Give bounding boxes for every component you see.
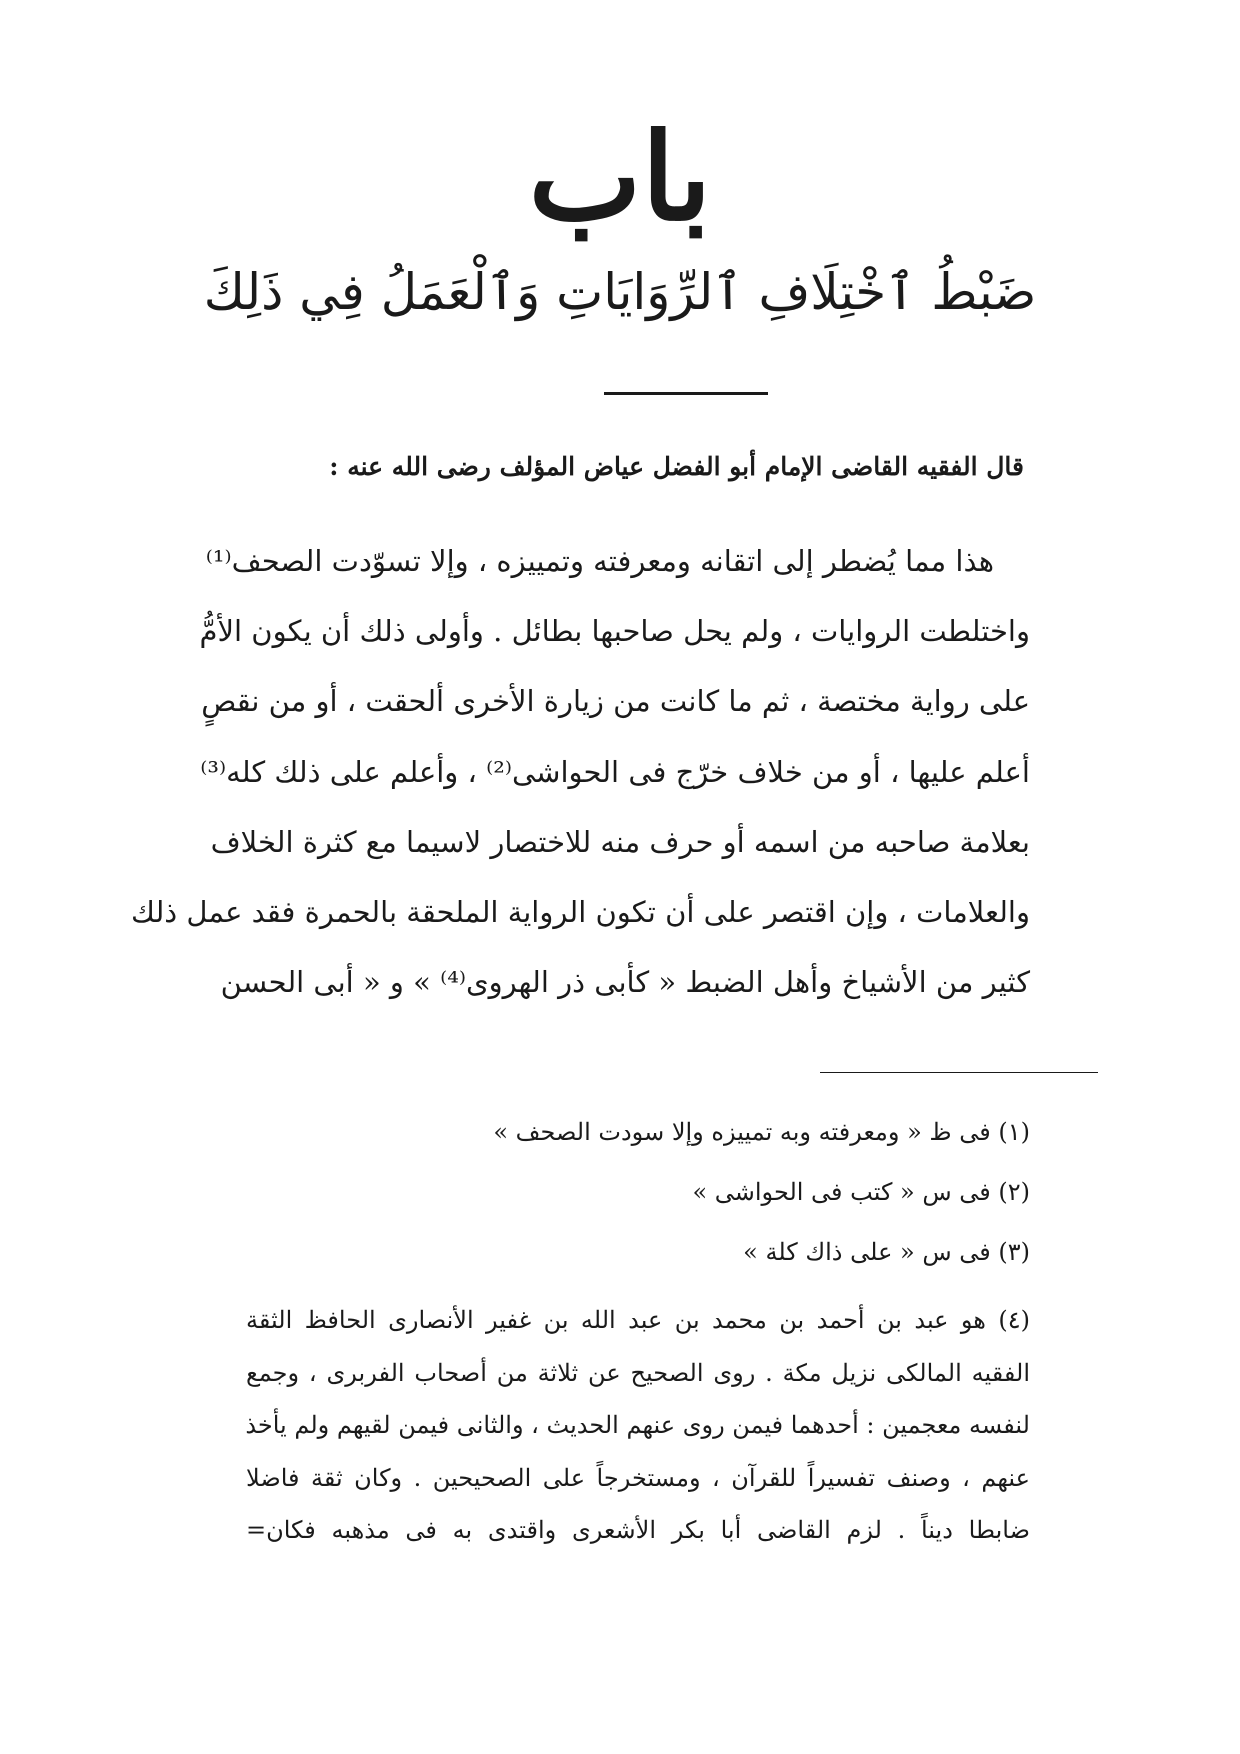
footnote-line: الفقيه المالكى نزيل مكة . روى الصحيح عن ثلاثة من أصحاب الفربرى ، وجمع [246,1358,1031,1387]
text-line: هذا مما يُضطر إلى اتقانه ومعرفته وتمييزه ، وإلا تسوّدت الصحف⁽¹⁾ [205,544,994,578]
footnotes [246,1102,1030,1557]
footnote-1: (١) فى ظ « ومعرفته وبه تمييزه وإلا سودت الصحف » [493,1118,1030,1146]
footnote-line: ضابطا ديناً . لزم القاضى أبا بكر الأشعرى واقتدى به فى مذهبه فكان= [246,1516,1030,1544]
footnote-divider [820,1072,1098,1073]
footnote-line: (٤) هو عبد بن أحمد بن محمد بن عبد الله بن غفير الأنصارى الحافظ الثقة [246,1306,1030,1334]
footnote-3: (٣) فى س « على ذاك كلة » [743,1238,1030,1266]
text-line: واختلطت الروايات ، ولم يحل صاحبها بطائل . وأولى ذلك أن يكون الأمُّ [199,614,1030,649]
main-text [131,526,1030,1017]
text-line: أعلم عليها ، أو من خلاف خرّج فى الحواشى⁽²⁾ ، وأعلم على ذلك كله⁽³⁾ [200,754,1030,789]
chapter-subheading: ضَبْطُ ٱخْتِلَافِ ٱلرِّوَايَاتِ وَٱلْعَمَلُ فِي ذَلِكَ [203,263,1037,321]
footnote-line: عنهم ، وصنف تفسيراً للقرآن ، ومستخرجاً على الصحيحين . وكان ثقة فاضلا [246,1463,1030,1492]
footnote-2: (٢) فى س « كتب فى الحواشى » [692,1178,1030,1206]
title-divider [604,392,768,395]
chapter-heading: باب [528,107,712,248]
text-line: بعلامة صاحبه من اسمه أو حرف منه للاختصار لاسيما مع كثرة الخلاف [210,824,1030,859]
footnote-line: لنفسه معجمين : أحدهما فيمن روى عنهم الحديث ، والثانى فيمن لقيهم ولم يأخذ [245,1411,1030,1439]
text-line: كثير من الأشياخ وأهل الضبط « كأبى ذر الهروى⁽⁴⁾ » و « أبى الحسن [220,965,1030,1000]
text-line: والعلامات ، وإن اقتصر على أن تكون الرواية الملحقة بالحمرة فقد عمل ذلك [131,894,1030,929]
author-attribution: قال الفقيه القاضى الإمام أبو الفضل عياض المؤلف رضى الله عنه : [329,452,1024,481]
footnote-4 [246,1294,1030,1557]
text-line: على رواية مختصة ، ثم ما كانت من زيارة الأخرى ألحقت ، أو من نقصٍ [201,684,1030,719]
